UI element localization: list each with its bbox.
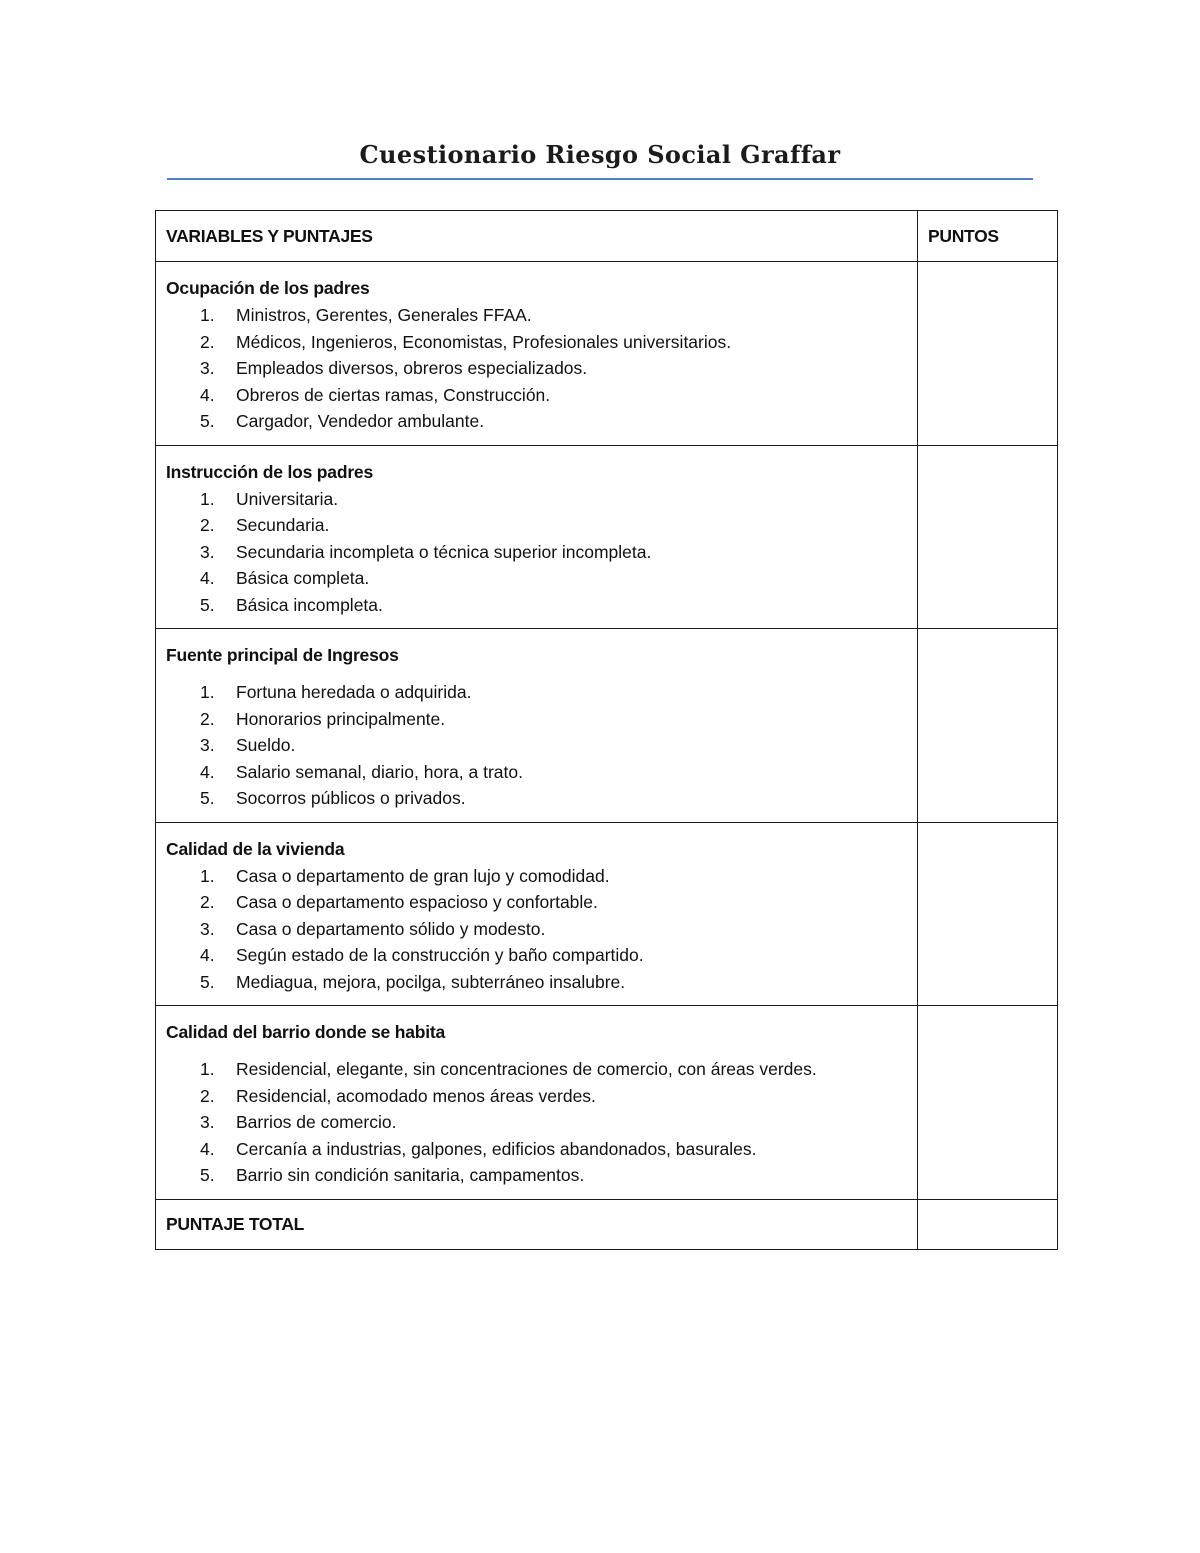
- item-number: 3.: [200, 918, 215, 939]
- list-item: [166, 408, 907, 435]
- item-number: 3.: [200, 358, 215, 378]
- item-number: 5.: [200, 971, 215, 992]
- section-title: Instrucción de los padres: [166, 461, 373, 482]
- item-number: 2.: [200, 331, 215, 352]
- option-list: [166, 1056, 907, 1189]
- section-cell: [156, 822, 918, 1006]
- item-text: Barrios de comercio.: [236, 1112, 397, 1132]
- item-number: 4.: [200, 761, 215, 782]
- document-title: Cuestionario Riesgo Social Graffar: [359, 140, 841, 169]
- section-cell: [156, 1006, 918, 1200]
- item-number: 4.: [200, 945, 215, 965]
- points-cell[interactable]: [918, 822, 1058, 1006]
- section-row-education: [156, 445, 1058, 629]
- header-variables: VARIABLES Y PUNTAJES: [156, 211, 918, 262]
- list-item: [166, 863, 907, 890]
- item-text: Casa o departamento sólido y modesto.: [236, 918, 546, 939]
- section-title: Fuente principal de Ingresos: [166, 645, 399, 665]
- section-title: Calidad del barrio donde se habita: [166, 1022, 446, 1042]
- list-item: [166, 486, 907, 513]
- item-number: 1.: [200, 305, 215, 325]
- questionnaire-table: [155, 210, 1058, 1250]
- item-number: 5.: [200, 594, 215, 615]
- option-list: [166, 486, 907, 619]
- item-text: Fortuna heredada o adquirida.: [236, 682, 472, 702]
- list-item: [166, 785, 907, 812]
- section-row-housing: [156, 822, 1058, 1006]
- item-text: Mediagua, mejora, pocilga, subterráneo insalubre.: [236, 971, 626, 992]
- list-item: [166, 706, 907, 733]
- item-text: Socorros públicos o privados.: [236, 788, 466, 808]
- list-item: [166, 679, 907, 706]
- item-text: Cercanía a industrias, galpones, edificios abandonados, basurales.: [236, 1138, 757, 1159]
- option-list: [166, 679, 907, 812]
- section-row-neighborhood: [156, 1006, 1058, 1200]
- title-underline: [167, 178, 1033, 180]
- item-text: Sueldo.: [236, 735, 296, 755]
- item-text: Residencial, elegante, sin concentraciones de comercio, con áreas verdes.: [236, 1059, 817, 1079]
- item-text: Secundaria.: [236, 515, 330, 535]
- item-text: Cargador, Vendedor ambulante.: [236, 411, 485, 431]
- total-points-cell[interactable]: [918, 1199, 1058, 1249]
- list-item: [166, 759, 907, 786]
- list-item: [166, 942, 907, 969]
- item-number: 4.: [200, 1138, 215, 1159]
- section-title: Calidad de la vivienda: [166, 838, 345, 859]
- list-item: [166, 355, 907, 382]
- total-row: [156, 1199, 1058, 1249]
- list-item: [166, 565, 907, 592]
- list-item: [166, 592, 907, 619]
- item-number: 3.: [200, 735, 215, 755]
- item-number: 1.: [200, 865, 215, 886]
- item-number: 2.: [200, 515, 215, 535]
- section-title: Ocupación de los padres: [166, 278, 370, 298]
- item-text: Empleados diversos, obreros especializados.: [236, 358, 588, 378]
- item-text: Salario semanal, diario, hora, a trato.: [236, 761, 523, 782]
- list-item: [166, 916, 907, 943]
- list-item: [166, 1136, 907, 1163]
- list-item: [166, 539, 907, 566]
- option-list: [166, 302, 907, 435]
- item-number: 1.: [200, 682, 215, 702]
- list-item: [166, 732, 907, 759]
- option-list: [166, 863, 907, 996]
- list-item: [166, 1083, 907, 1110]
- item-text: Básica incompleta.: [236, 594, 383, 615]
- list-item: [166, 1056, 907, 1083]
- item-text: Honorarios principalmente.: [236, 708, 446, 729]
- item-text: Según estado de la construcción y baño compartido.: [236, 945, 644, 965]
- item-number: 5.: [200, 411, 215, 431]
- header-row: [156, 211, 1058, 262]
- points-cell[interactable]: [918, 445, 1058, 629]
- list-item: [166, 1109, 907, 1136]
- section-row-income: [156, 629, 1058, 823]
- points-cell[interactable]: [918, 262, 1058, 446]
- item-number: 5.: [200, 788, 215, 808]
- item-number: 3.: [200, 541, 215, 562]
- item-number: 1.: [200, 1059, 215, 1079]
- total-label: PUNTAJE TOTAL: [156, 1199, 918, 1249]
- list-item: [166, 1162, 907, 1189]
- item-text: Residencial, acomodado menos áreas verdes.: [236, 1085, 596, 1106]
- header-points: PUNTOS: [918, 211, 1058, 262]
- item-text: Ministros, Gerentes, Generales FFAA.: [236, 305, 532, 325]
- item-text: Barrio sin condición sanitaria, campamentos.: [236, 1165, 585, 1185]
- points-cell[interactable]: [918, 629, 1058, 823]
- item-text: Casa o departamento espacioso y confortable.: [236, 892, 598, 912]
- item-number: 2.: [200, 708, 215, 729]
- item-number: 2.: [200, 892, 215, 912]
- item-number: 3.: [200, 1112, 215, 1132]
- section-cell: [156, 629, 918, 823]
- item-number: 4.: [200, 568, 215, 588]
- item-number: 4.: [200, 384, 215, 405]
- list-item: [166, 329, 907, 356]
- section-row-occupation: [156, 262, 1058, 446]
- item-text: Médicos, Ingenieros, Economistas, Profesionales universitarios.: [236, 331, 732, 352]
- points-cell[interactable]: [918, 1006, 1058, 1200]
- item-number: 5.: [200, 1165, 215, 1185]
- item-text: Obreros de ciertas ramas, Construcción.: [236, 384, 551, 405]
- list-item: [166, 969, 907, 996]
- item-text: Casa o departamento de gran lujo y comodidad.: [236, 865, 610, 886]
- list-item: [166, 302, 907, 329]
- section-cell: [156, 262, 918, 446]
- section-cell: [156, 445, 918, 629]
- list-item: [166, 512, 907, 539]
- item-text: Secundaria incompleta o técnica superior incompleta.: [236, 541, 652, 562]
- list-item: [166, 889, 907, 916]
- list-item: [166, 382, 907, 409]
- item-text: Básica completa.: [236, 568, 370, 588]
- item-number: 2.: [200, 1085, 215, 1106]
- item-text: Universitaria.: [236, 488, 339, 509]
- item-number: 1.: [200, 488, 215, 509]
